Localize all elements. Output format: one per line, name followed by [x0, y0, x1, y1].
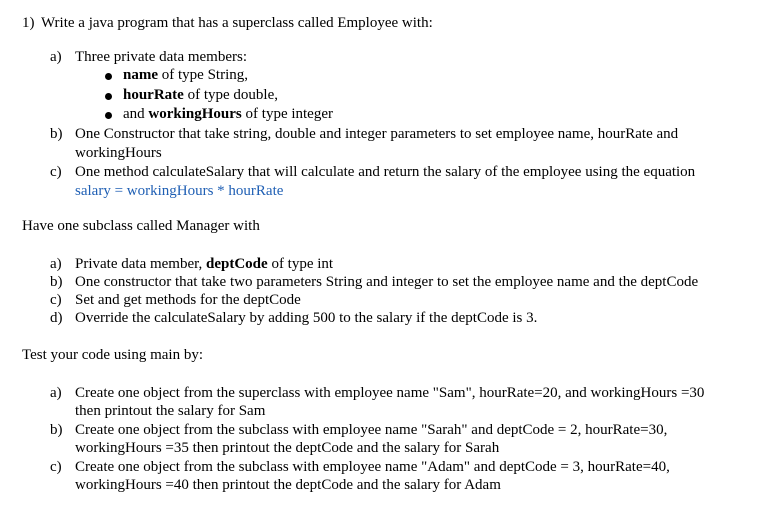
- subclass-intro: Have one subclass called Manager with: [22, 218, 260, 234]
- test-item-c-line1: Create one object from the subclass with employee name "Adam" and deptCode = 3, hourRate=40,: [75, 459, 670, 475]
- question-heading: Write a java program that has a superclass called Employee with:: [41, 15, 433, 31]
- subclass-item-c: Set and get methods for the deptCode: [75, 292, 301, 308]
- item-marker: b): [50, 422, 63, 438]
- bullet-dot-icon: [105, 93, 112, 100]
- item-marker: a): [50, 49, 62, 65]
- test-intro: Test your code using main by:: [22, 347, 204, 363]
- superclass-item-b-line1: One Constructor that take string, double and integer parameters to set employee name, hourRate and: [75, 126, 679, 142]
- item-marker: c): [50, 164, 62, 180]
- item-marker: b): [50, 126, 63, 142]
- bullet-item-workinghours: and workingHours of type integer: [123, 106, 333, 122]
- bullet-item-hourrate: hourRate of type double,: [123, 87, 278, 103]
- test-item-b-line2: workingHours =35 then printout the deptCode and the salary for Sarah: [75, 440, 500, 456]
- test-item-a-line1: Create one object from the superclass with employee name "Sam", hourRate=20, and workingHours =30: [75, 385, 705, 401]
- superclass-item-c-line1: One method calculateSalary that will calculate and return the salary of the employee using the equation: [75, 164, 696, 180]
- item-marker: d): [50, 310, 63, 326]
- test-item-b-line1: Create one object from the subclass with employee name "Sarah" and deptCode = 2, hourRate=30,: [75, 422, 668, 438]
- item-marker: c): [50, 459, 62, 475]
- subclass-item-b: One constructor that take two parameters String and integer to set the employee name and the deptCode: [75, 274, 699, 290]
- subclass-item-a: Private data member, deptCode of type int: [75, 256, 334, 272]
- test-item-c-line2: workingHours =40 then printout the deptCode and the salary for Adam: [75, 477, 501, 493]
- salary-equation: salary = workingHours * hourRate: [75, 183, 284, 199]
- item-marker: c): [50, 292, 62, 308]
- test-item-a-line2: then printout the salary for Sam: [75, 403, 266, 419]
- item-marker: a): [50, 385, 62, 401]
- superclass-item-b-line2: workingHours: [75, 145, 162, 161]
- item-marker: a): [50, 256, 62, 272]
- bullet-dot-icon: [105, 73, 112, 80]
- subclass-item-d: Override the calculateSalary by adding 500 to the salary if the deptCode is 3.: [75, 310, 538, 326]
- superclass-item-a: Three private data members:: [75, 49, 248, 65]
- bullet-item-name: name of type String,: [123, 67, 248, 83]
- question-number: 1): [22, 15, 35, 31]
- bullet-dot-icon: [105, 112, 112, 119]
- item-marker: b): [50, 274, 63, 290]
